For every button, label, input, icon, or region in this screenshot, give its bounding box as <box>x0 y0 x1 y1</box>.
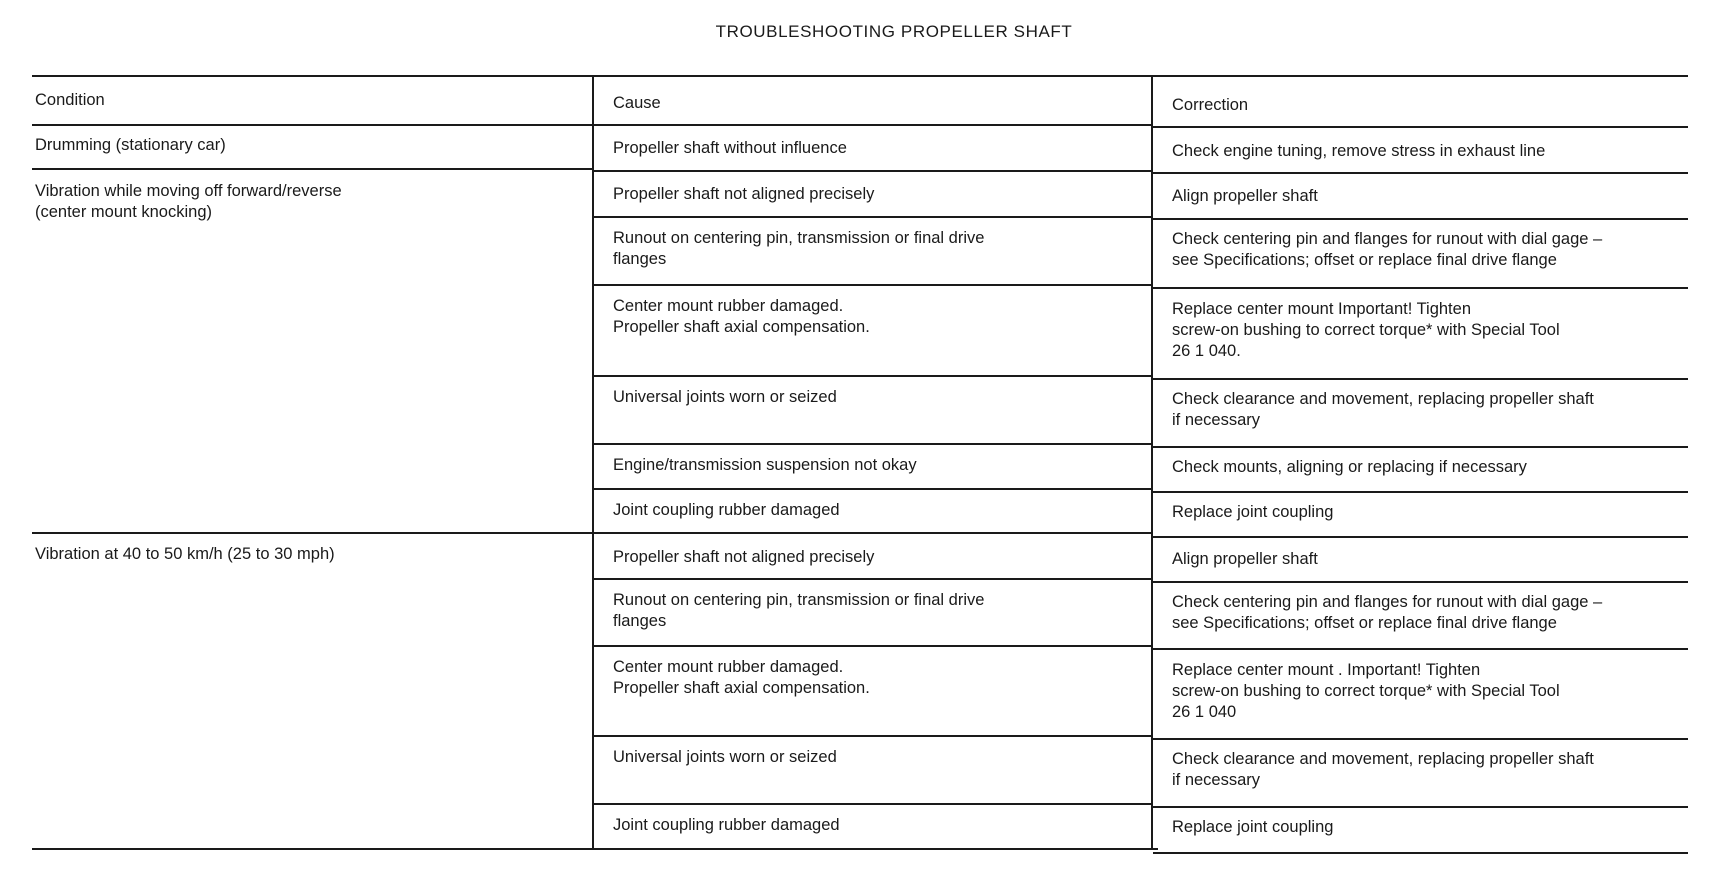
row-divider <box>594 170 1151 172</box>
row-divider <box>594 443 1151 445</box>
cause-cell: Propeller shaft without influence <box>613 139 847 157</box>
header-correction: Correction <box>1172 96 1249 114</box>
row-divider <box>594 124 1151 126</box>
row-divider <box>594 803 1151 805</box>
row-divider <box>1153 806 1688 808</box>
correction-cell: Check clearance and movement, replacing propeller shaft if necessary <box>1172 750 1594 789</box>
cause-cell: Universal joints worn or seized <box>613 388 837 406</box>
row-divider <box>594 216 1151 218</box>
row-divider <box>1153 581 1688 583</box>
row-divider <box>32 124 592 126</box>
row-divider <box>594 578 1151 580</box>
row-divider <box>1153 648 1688 650</box>
table-top-rule <box>32 75 1688 77</box>
row-divider <box>1153 446 1688 448</box>
row-divider <box>1153 172 1688 174</box>
correction-cell: Replace joint coupling <box>1172 503 1334 521</box>
cause-cell: Universal joints worn or seized <box>613 748 837 766</box>
row-divider <box>1153 536 1688 538</box>
condition-cell: Vibration at 40 to 50 km/h (25 to 30 mph) <box>35 545 335 563</box>
condition-cell: Drumming (stationary car) <box>35 136 226 154</box>
row-divider <box>1153 378 1688 380</box>
header-cause: Cause <box>613 94 661 112</box>
correction-cell: Replace center mount Important! Tighten screw-on bushing to correct torque* with Special Tool 26 1 040. <box>1172 300 1560 360</box>
cause-cell: Runout on centering pin, transmission or final drive flanges <box>613 229 985 268</box>
row-divider <box>1153 491 1688 493</box>
cause-cell: Center mount rubber damaged. Propeller shaft axial compensation. <box>613 658 870 697</box>
row-divider <box>594 375 1151 377</box>
cause-cell: Joint coupling rubber damaged <box>613 816 840 834</box>
row-divider <box>1153 287 1688 289</box>
cause-cell: Propeller shaft not aligned precisely <box>613 548 875 566</box>
correction-cell: Align propeller shaft <box>1172 550 1318 568</box>
row-divider <box>1153 218 1688 220</box>
row-divider <box>594 532 1151 534</box>
correction-cell: Check mounts, aligning or replacing if necessary <box>1172 458 1527 476</box>
correction-cell: Align propeller shaft <box>1172 187 1318 205</box>
correction-cell: Replace joint coupling <box>1172 818 1334 836</box>
row-divider <box>1153 126 1688 128</box>
row-divider <box>32 532 592 534</box>
table-bottom-rule <box>32 848 1158 850</box>
cause-cell: Propeller shaft not aligned precisely <box>613 185 875 203</box>
row-divider <box>32 168 592 170</box>
correction-cell: Check centering pin and flanges for runout with dial gage – see Specifications; offset or replace final drive flange <box>1172 230 1603 269</box>
page-title: TROUBLESHOOTING PROPELLER SHAFT <box>715 22 1073 41</box>
row-divider <box>1153 738 1688 740</box>
condition-cell: Vibration while moving off forward/reverse (center mount knocking) <box>35 182 342 221</box>
column-divider-correction <box>1151 77 1153 850</box>
cause-cell: Joint coupling rubber damaged <box>613 501 840 519</box>
correction-cell: Replace center mount . Important! Tighten screw-on bushing to correct torque* with Special Tool 26 1 040 <box>1172 661 1560 721</box>
cause-cell: Center mount rubber damaged. Propeller shaft axial compensation. <box>613 297 870 336</box>
cause-cell: Engine/transmission suspension not okay <box>613 456 917 474</box>
header-condition: Condition <box>35 91 105 109</box>
row-divider <box>594 735 1151 737</box>
row-divider <box>594 645 1151 647</box>
cause-cell: Runout on centering pin, transmission or final drive flanges <box>613 591 985 630</box>
row-divider <box>594 488 1151 490</box>
row-divider <box>594 284 1151 286</box>
correction-cell: Check clearance and movement, replacing propeller shaft if necessary <box>1172 390 1594 429</box>
table-bottom-rule <box>1153 852 1688 854</box>
correction-cell: Check centering pin and flanges for runout with dial gage – see Specifications; offset or replace final drive flange <box>1172 593 1603 632</box>
correction-cell: Check engine tuning, remove stress in exhaust line <box>1172 142 1546 160</box>
